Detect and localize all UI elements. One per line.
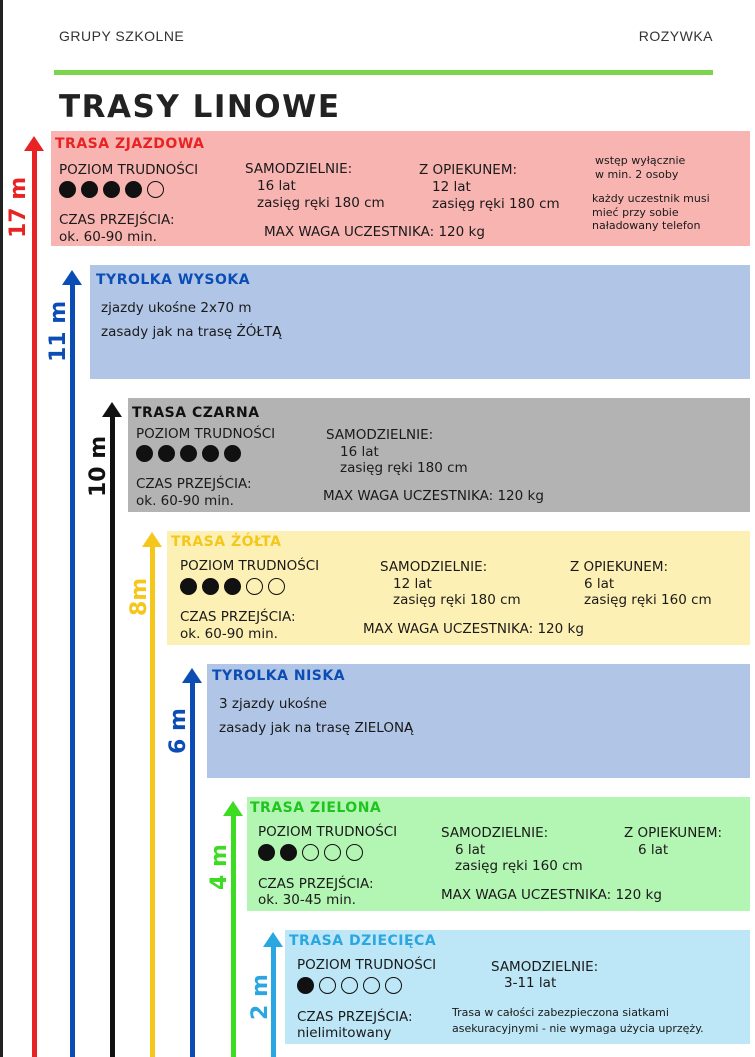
time-label: CZAS PRZEJŚCIA: <box>180 609 296 625</box>
page-title: TRASY LINOWE <box>59 89 341 125</box>
difficulty-label: POZIOM TRUDNOŚCI <box>136 426 276 442</box>
difficulty-dot-filled <box>297 977 314 994</box>
max-weight: MAX WAGA UCZESTNIKA: 120 kg <box>441 887 662 903</box>
time-label: CZAS PRZEJŚCIA: <box>136 476 252 492</box>
alone-age: 12 lat <box>393 576 432 592</box>
note-safety: Trasa w całości zabezpieczona siatkami <box>452 1006 669 1019</box>
difficulty-label: POZIOM TRUDNOŚCI <box>297 957 437 973</box>
header-divider <box>54 70 713 75</box>
height-label-11m: 11 m <box>46 300 71 362</box>
difficulty-dot-empty <box>147 181 164 198</box>
route-line-1: zjazdy ukośne 2x70 m <box>101 300 252 316</box>
route-card-zielona <box>247 797 750 911</box>
time-label: CZAS PRZEJŚCIA: <box>59 212 175 228</box>
time-label: CZAS PRZEJŚCIA: <box>258 876 374 892</box>
difficulty-dot-empty <box>268 578 285 595</box>
difficulty-dot-filled <box>224 445 241 462</box>
difficulty-dot-empty <box>385 977 402 994</box>
difficulty-dot-filled <box>180 445 197 462</box>
max-weight: MAX WAGA UCZESTNIKA: 120 kg <box>363 621 584 637</box>
alone-label: SAMODZIELNIE: <box>245 161 353 177</box>
time-value: nielimitowany <box>297 1025 392 1041</box>
note-phone-3: naładowany telefon <box>592 219 701 232</box>
alone-reach: zasięg ręki 160 cm <box>455 858 583 874</box>
guardian-age: 6 lat <box>584 576 615 592</box>
max-weight: MAX WAGA UCZESTNIKA: 120 kg <box>323 488 544 504</box>
difficulty-label: POZIOM TRUDNOŚCI <box>180 558 320 574</box>
route-title: TRASA ŻÓŁTA <box>171 534 282 550</box>
difficulty-label: POZIOM TRUDNOŚCI <box>258 824 398 840</box>
difficulty-dot-filled <box>59 181 76 198</box>
note-entry: wstęp wyłącznie <box>595 154 686 167</box>
height-label-10m: 10 m <box>86 435 111 497</box>
guardian-label: Z OPIEKUNEM: <box>570 559 669 575</box>
time-value: ok. 60-90 min. <box>59 229 157 245</box>
guardian-reach: zasięg ręki 160 cm <box>584 592 712 608</box>
difficulty-label: POZIOM TRUDNOŚCI <box>59 162 199 178</box>
guardian-age: 12 lat <box>432 179 471 195</box>
alone-reach: zasięg ręki 180 cm <box>257 195 385 211</box>
note-entry-2: w min. 2 osoby <box>595 168 679 181</box>
guardian-age: 6 lat <box>638 842 669 858</box>
note-phone: każdy uczestnik musi <box>592 192 710 205</box>
route-line-2: zasady jak na trasę ZIELONĄ <box>219 720 414 736</box>
difficulty-dot-filled <box>224 578 241 595</box>
route-title: TYROLKA WYSOKA <box>96 272 251 288</box>
alone-label: SAMODZIELNIE: <box>326 427 434 443</box>
difficulty-dot-filled <box>258 844 275 861</box>
height-arrow-8m <box>150 546 155 1057</box>
note-phone-2: mieć przy sobie <box>592 206 679 219</box>
height-arrow-17m <box>32 150 37 1057</box>
route-title: TRASA DZIECIĘCA <box>289 933 437 949</box>
difficulty-dot-empty <box>302 844 319 861</box>
route-title: TYROLKA NISKA <box>212 668 346 684</box>
difficulty-dot-filled <box>202 445 219 462</box>
height-arrow-10m <box>110 416 115 1057</box>
difficulty-dot-filled <box>125 181 142 198</box>
alone-reach: zasięg ręki 180 cm <box>393 592 521 608</box>
guardian-reach: zasięg ręki 180 cm <box>432 196 560 212</box>
route-card-tyrolka-wysoka <box>90 265 750 379</box>
route-line-2: zasady jak na trasę ŻÓŁTĄ <box>101 324 282 340</box>
alone-reach: zasięg ręki 180 cm <box>340 460 468 476</box>
guardian-label: Z OPIEKUNEM: <box>624 825 723 841</box>
height-arrow-11m <box>70 284 75 1057</box>
difficulty-dot-filled <box>280 844 297 861</box>
difficulty-dot-empty <box>363 977 380 994</box>
time-value: ok. 60-90 min. <box>136 493 234 509</box>
route-title: TRASA ZIELONA <box>250 800 382 816</box>
difficulty-dot-empty <box>319 977 336 994</box>
route-card-czarna <box>128 398 750 512</box>
difficulty-dot-filled <box>81 181 98 198</box>
difficulty-dot-filled <box>103 181 120 198</box>
difficulty-dot-filled <box>158 445 175 462</box>
difficulty-dot-empty <box>246 578 263 595</box>
time-label: CZAS PRZEJŚCIA: <box>297 1009 413 1025</box>
time-value: ok. 60-90 min. <box>180 626 278 642</box>
route-card-zjazdowa <box>51 131 750 246</box>
note-safety-2: asekuracyjnymi - nie wymaga użycia uprzęży. <box>452 1022 704 1035</box>
route-line-1: 3 zjazdy ukośne <box>219 696 327 712</box>
difficulty-rating <box>297 977 402 994</box>
route-title: TRASA CZARNA <box>132 405 260 421</box>
header-left-text: GRUPY SZKOLNE <box>59 28 185 44</box>
alone-age: 3-11 lat <box>504 975 557 991</box>
height-label-8m: 8m <box>127 577 152 616</box>
height-label-2m: 2 m <box>248 974 273 1020</box>
alone-label: SAMODZIELNIE: <box>380 559 488 575</box>
route-title: TRASA ZJAZDOWA <box>55 136 205 152</box>
height-label-6m: 6 m <box>166 708 191 754</box>
alone-age: 16 lat <box>257 178 296 194</box>
height-label-17m: 17 m <box>6 176 31 238</box>
alone-age: 6 lat <box>455 842 486 858</box>
guardian-label: Z OPIEKUNEM: <box>419 162 518 178</box>
difficulty-dot-empty <box>346 844 363 861</box>
alone-label: SAMODZIELNIE: <box>441 825 549 841</box>
alone-age: 16 lat <box>340 444 379 460</box>
difficulty-dot-filled <box>136 445 153 462</box>
page-frame-line <box>0 0 3 1057</box>
difficulty-dot-empty <box>324 844 341 861</box>
route-card-tyrolka-niska <box>207 664 750 778</box>
difficulty-rating <box>258 844 363 861</box>
header-right-text: ROZYWKA <box>638 28 713 44</box>
time-value: ok. 30-45 min. <box>258 892 356 908</box>
height-label-4m: 4 m <box>207 844 232 890</box>
difficulty-rating <box>59 181 164 198</box>
max-weight: MAX WAGA UCZESTNIKA: 120 kg <box>264 224 485 240</box>
difficulty-dot-empty <box>341 977 358 994</box>
difficulty-rating <box>180 578 285 595</box>
difficulty-dot-filled <box>180 578 197 595</box>
route-card-zolta <box>167 531 750 645</box>
difficulty-rating <box>136 445 241 462</box>
difficulty-dot-filled <box>202 578 219 595</box>
alone-label: SAMODZIELNIE: <box>491 959 599 975</box>
route-card-dziecieca <box>285 930 750 1044</box>
